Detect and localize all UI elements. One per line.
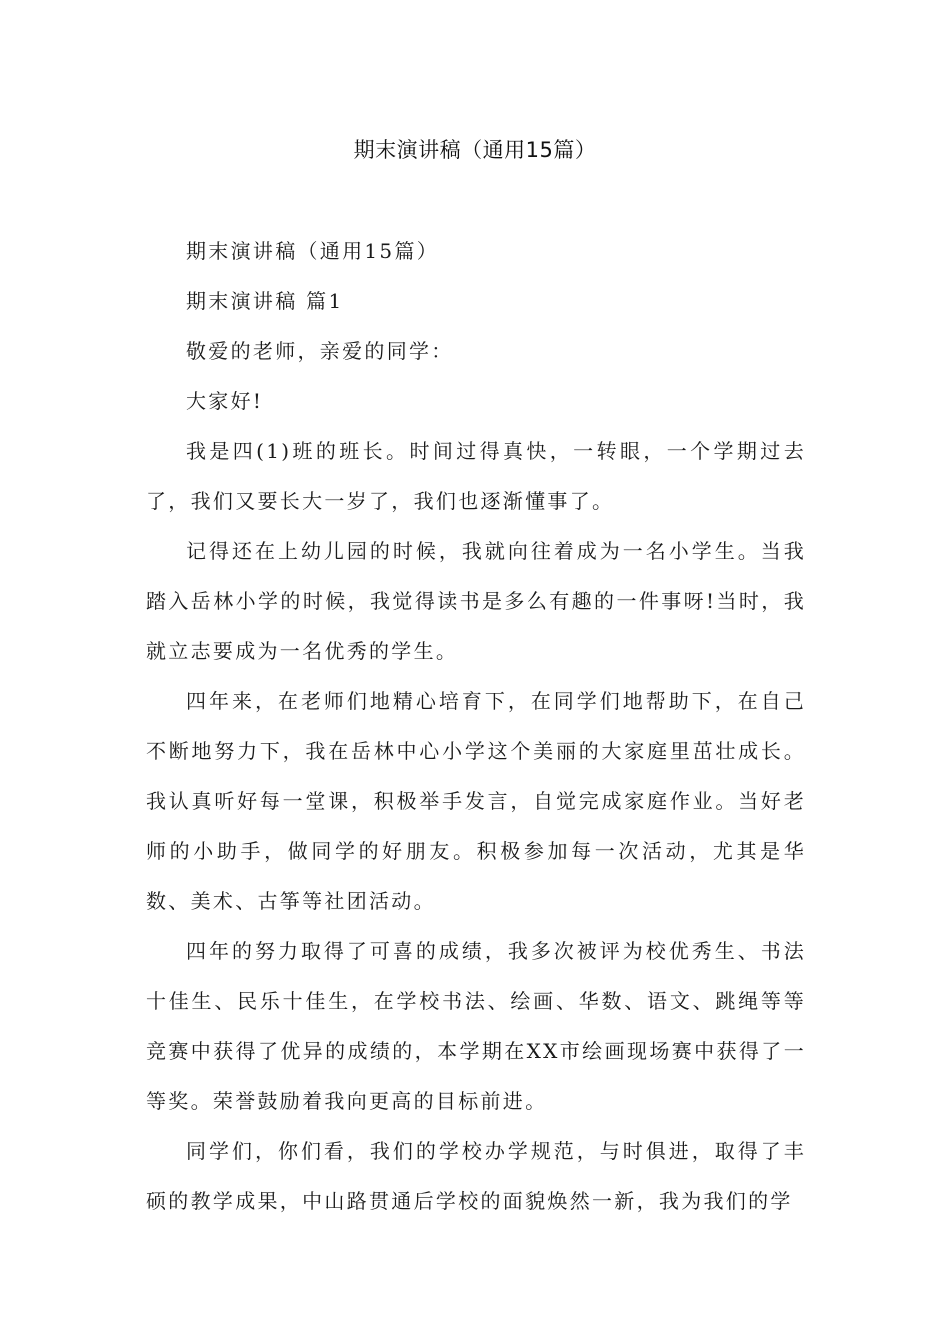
paragraph-section-heading: 期末演讲稿 篇1 <box>186 289 344 313</box>
paragraph: 我是四(1)班的班长。时间过得真快，一转眼，一个学期过去了，我们又要长大一岁了，我们也逐渐懂事了。 <box>146 439 806 513</box>
paragraph: 记得还在上幼儿园的时候，我就向往着成为一名小学生。当我踏入岳林小学的时候，我觉得读书是多么有趣的一件事呀!当时，我就立志要成为一名优秀的学生。 <box>146 539 806 663</box>
document-body <box>146 226 806 1226</box>
paragraph-greeting: 大家好! <box>186 389 264 413</box>
paragraph: 四年来，在老师们地精心培育下，在同学们地帮助下，在自己不断地努力下，我在岳林中心小学这个美丽的大家庭里茁壮成长。我认真听好每一堂课，积极举手发言，自觉完成家庭作业。当好老师的小助手，做同学的好朋友。积极参加每一次活动，尤其是华数、美术、古筝等社团活动。 <box>146 689 806 913</box>
paragraph: 四年的努力取得了可喜的成绩，我多次被评为校优秀生、书法十佳生、民乐十佳生，在学校书法、绘画、华数、语文、跳绳等等竞赛中获得了优异的成绩的，本学期在XX市绘画现场赛中获得了一等奖。荣誉鼓励着我向更高的目标前进。 <box>146 939 806 1113</box>
document-title: 期末演讲稿（通用15篇） <box>353 138 597 162</box>
paragraph-salutation: 敬爱的老师，亲爱的同学： <box>186 339 454 363</box>
paragraph: 同学们，你们看，我们的学校办学规范，与时俱进，取得了丰硕的教学成果，中山路贯通后学校的面貌焕然一新，我为我们的学 <box>146 1139 806 1213</box>
paragraph-heading: 期末演讲稿（通用15篇） <box>186 239 440 263</box>
